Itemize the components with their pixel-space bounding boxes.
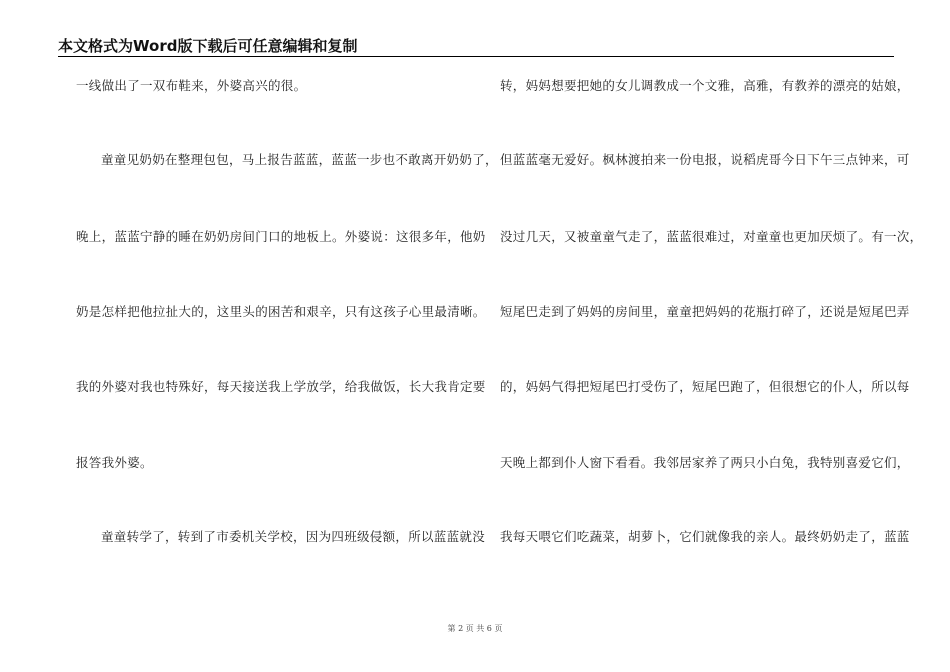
page-number: 第 2 页 共 6 页 <box>447 624 503 633</box>
text-line: 一线做出了一双布鞋来，外婆高兴的很。 <box>76 78 307 93</box>
right-text-column <box>500 0 923 672</box>
text-line: 没过几天，又被童童气走了，蓝蓝很难过，对童童也更加厌烦了。有一次， <box>500 229 923 244</box>
text-line: 报答我外婆。 <box>76 455 153 470</box>
text-line: 短尾巴走到了妈妈的房间里，童童把妈妈的花瓶打碎了，还说是短尾巴弄 <box>500 304 910 319</box>
text-line: 天晚上都到仆人窗下看看。我邻居家养了两只小白兔，我特别喜爱它们， <box>500 455 910 470</box>
text-line: 我的外婆对我也特殊好，每天接送我上学放学，给我做饭，长大我肯定要 <box>76 379 486 394</box>
document-header-title: 本文格式为Word版下载后可任意编辑和复制 <box>58 37 358 55</box>
text-line: 晚上，蓝蓝宁静的睡在奶奶房间门口的地板上。外婆说：这很多年，他奶 <box>76 229 486 244</box>
text-line: 童童见奶奶在整理包包，马上报告蓝蓝，蓝蓝一步也不敢离开奶奶了， <box>101 152 498 167</box>
text-line: 的，妈妈气得把短尾巴打受伤了，短尾巴跑了，但很想它的仆人，所以每 <box>500 379 910 394</box>
text-line: 但蓝蓝毫无爱好。枫林渡拍来一份电报，说稻虎哥今日下午三点钟来，可 <box>500 152 910 167</box>
text-line: 我每天喂它们吃蔬菜，胡萝卜，它们就像我的亲人。最终奶奶走了，蓝蓝 <box>500 529 910 544</box>
left-text-column <box>76 0 498 672</box>
text-line: 童童转学了，转到了市委机关学校，因为四班级侵额，所以蓝蓝就没 <box>101 529 486 544</box>
text-line: 转，妈妈想要把她的女儿调教成一个文雅，高雅，有教养的漂亮的姑娘， <box>500 78 910 93</box>
text-line: 奶是怎样把他拉扯大的，这里头的困苦和艰辛，只有这孩子心里最清晰。 <box>76 304 486 319</box>
